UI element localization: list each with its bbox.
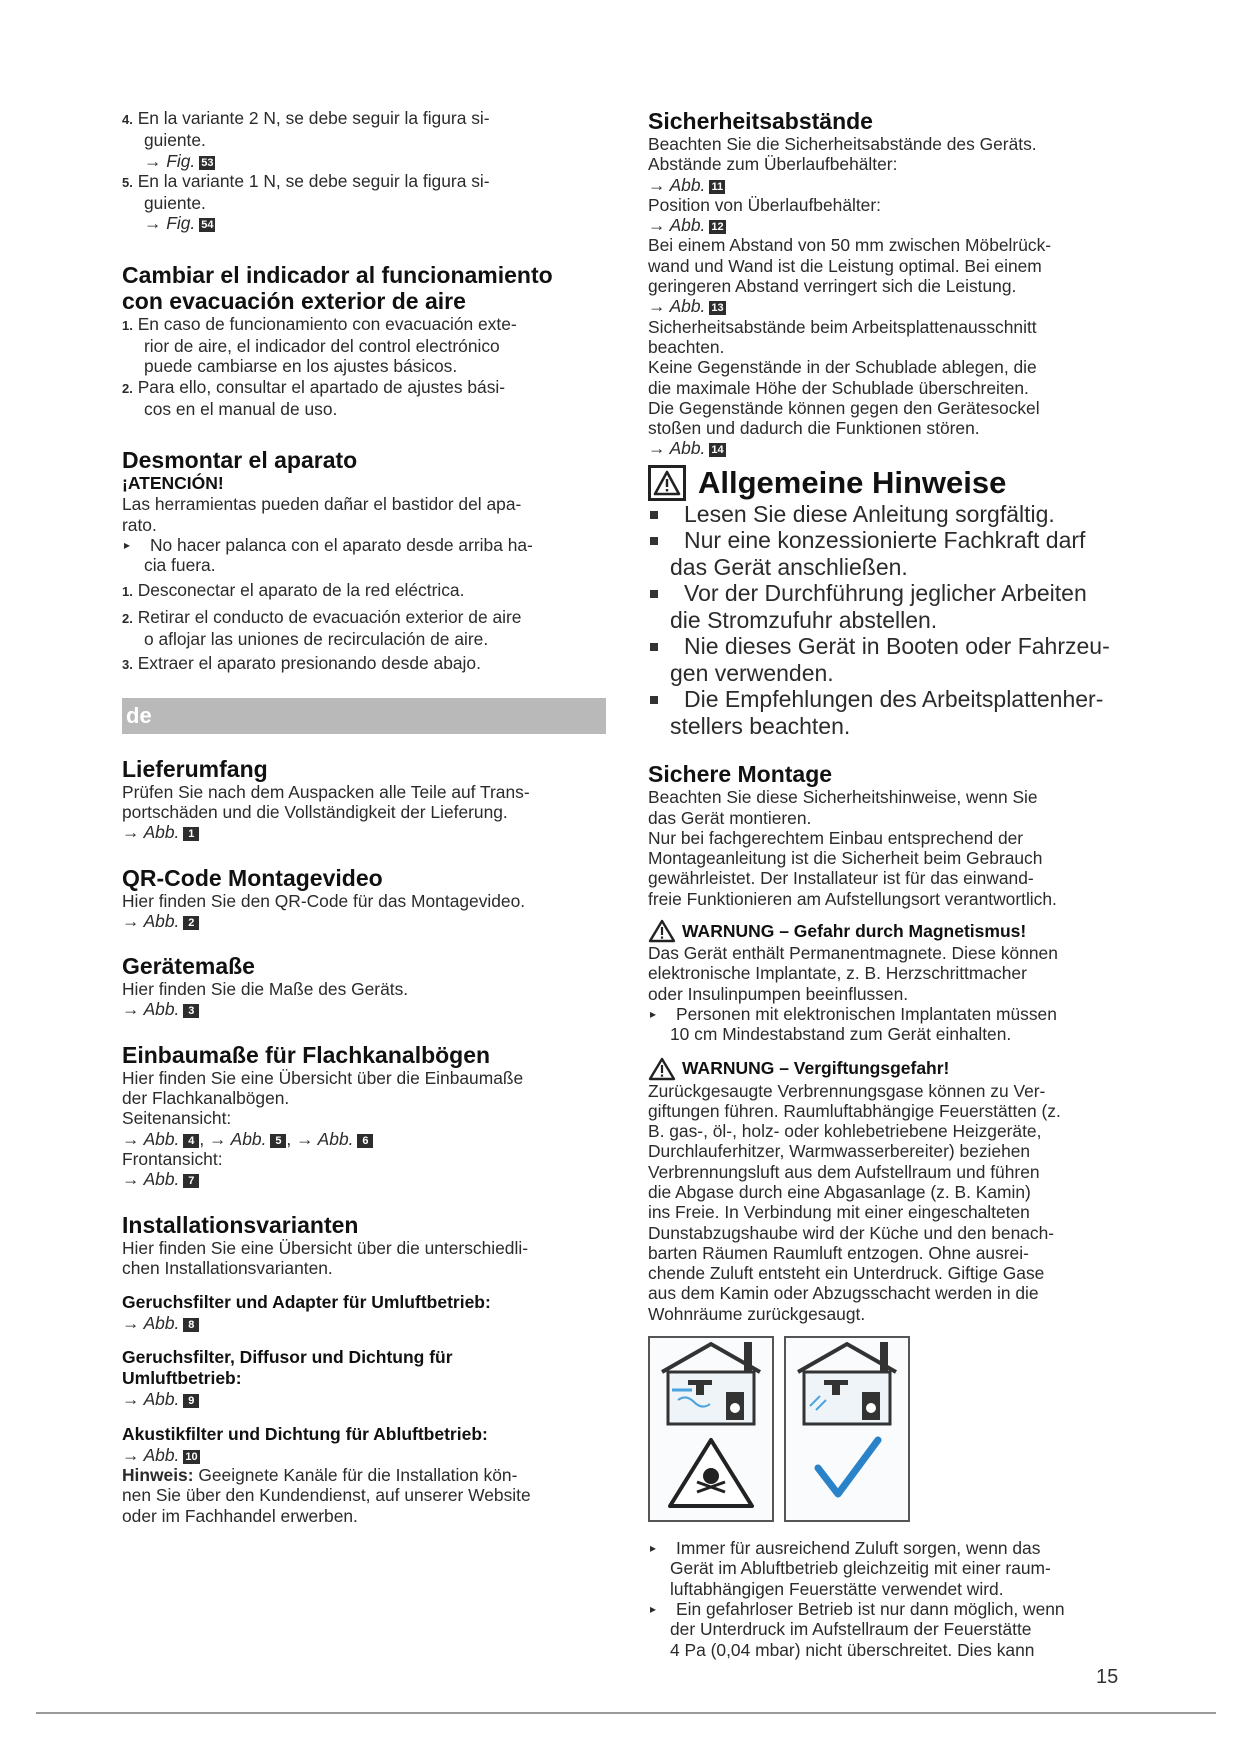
footer-rule — [36, 1712, 1216, 1714]
montage-text-5: gewährleistet. Der Installateur ist für das einwand- — [648, 868, 1034, 889]
figure-number: 1 — [183, 827, 199, 841]
triangle-bullet-icon: ▸ — [124, 537, 131, 552]
figure-number: 9 — [183, 1394, 199, 1408]
warning-magnetism-heading: WARNUNG – Gefahr durch Magnetismus! — [648, 919, 1140, 943]
poison-text: Dunstabzugshaube wird der Küche und den benach- — [648, 1222, 1055, 1243]
desmontar-bullet: ▸ No hacer palanca con el aparato desde arriba ha- — [124, 534, 533, 555]
hint-text: Hinweis: Geeignete Kanäle für die Installation kön- — [122, 1464, 518, 1485]
list-item: Nie dieses Gerät in Booten oder Fahrzeu- gen verwenden. — [648, 633, 1140, 686]
fig-ref-2: → Abb. 2 — [122, 911, 606, 931]
sicherheit-text-7: Sicherheitsabstände beim Arbeitsplattenausschnitt — [648, 316, 1037, 337]
install-text: Hier finden Sie eine Übersicht über die unterschiedli- — [122, 1237, 528, 1258]
sicherheit-text-12: stoßen und dadurch die Funktionen stören. — [648, 418, 980, 439]
fig-ref-8: → Abb. 8 — [122, 1313, 606, 1333]
subtitle-geruchsfilter-adapter: Geruchsfilter und Adapter für Umluftbetrieb: — [122, 1292, 491, 1313]
montage-text-6: freie Funktionieren am Aufstellungsort verantwortlich. — [648, 888, 1057, 909]
poison-text: Verbrennungsluft aus dem Aufstellraum und führen — [648, 1161, 1040, 1182]
figure-number: 11 — [709, 180, 725, 194]
fig-ref-10: → Abb. 10 — [122, 1444, 198, 1465]
poison-text: ins Freie. In Verbindung mit einer eingeschalteten — [648, 1202, 1030, 1223]
poison-text: giftungen führen. Raumluftabhängige Feuerstätten (z. — [648, 1100, 1061, 1121]
exhaust-illustration — [648, 1336, 910, 1522]
step-5-cont: guiente. — [144, 193, 206, 214]
figure-number: 3 — [183, 1004, 199, 1018]
step-4-cont: guiente. — [144, 130, 206, 151]
triangle-bullet-icon: ▸ — [650, 1541, 657, 1556]
sicherheit-text-2: Abstände zum Überlaufbehälter: — [648, 154, 898, 175]
fig-ref-53: → Fig. 53 — [144, 150, 214, 171]
magnetism-bullet-cont: 10 cm Mindestabstand zum Gerät einhalten. — [670, 1024, 1012, 1045]
attention-label: ¡ATENCIÓN! — [122, 473, 224, 494]
section-title-lieferumfang: Lieferumfang — [122, 755, 268, 782]
desmontar-text-cont: rato. — [122, 514, 157, 535]
poison-text: Zurückgesaugte Verbrennungsgase können zu Ver- — [648, 1080, 1046, 1101]
sicherheit-text-3: Position von Überlaufbehälter: — [648, 194, 881, 215]
figure-number: 5 — [270, 1134, 286, 1148]
sicherheit-text-11: Die Gegenstände können gegen den Gerätesockel — [648, 397, 1040, 418]
qr-text: Hier finden Sie den QR-Code für das Montagevideo. — [122, 890, 526, 911]
sicherheit-text-4: Bei einem Abstand von 50 mm zwischen Möbelrück- — [648, 235, 1052, 256]
lieferumfang-text: Prüfen Sie nach dem Auspacken alle Teile auf Trans- — [122, 781, 530, 802]
fig-ref-13: → Abb. 13 — [648, 296, 724, 317]
section-title-install: Installationsvarianten — [122, 1211, 359, 1238]
triangle-bullet-icon: ▸ — [650, 1601, 657, 1616]
sicherheit-text-6: geringeren Abstand verringert sich die Leistung. — [648, 276, 1017, 297]
poison-text: barten Räumen Raumluft entzogen. Ohne ausrei- — [648, 1242, 1029, 1263]
einbau-text: Hier finden Sie eine Übersicht über die Einbaumaße — [122, 1067, 524, 1088]
poison-bullet-1: ▸ Immer für ausreichend Zuluft sorgen, wenn das — [650, 1538, 1041, 1559]
cambiar-step-1: 1. En caso de funcionamiento con evacuación exte- — [122, 313, 517, 334]
magnetism-bullet: ▸ Personen mit elektronischen Implantaten müssen — [650, 1003, 1057, 1024]
hint-text-cont: nen Sie über den Kundendienst, auf unserer Website — [122, 1485, 531, 1506]
hint-text-cont2: oder im Fachhandel erwerben. — [122, 1505, 358, 1526]
sicherheit-text-1: Beachten Sie die Sicherheitsabstände des Geräts. — [648, 134, 1037, 154]
triangle-bullet-icon: ▸ — [650, 1006, 657, 1021]
magnetism-text-1: Das Gerät enthält Permanentmagnete. Diese können — [648, 943, 1058, 964]
magnetism-text-2: elektronische Implantate, z. B. Herzschrittmacher — [648, 963, 1027, 984]
list-item: Nur eine konzessionierte Fachkraft darf das Gerät anschließen. — [648, 527, 1140, 580]
list-item: Lesen Sie diese Anleitung sorgfältig. — [648, 501, 1140, 528]
montage-text-4: Montageanleitung ist die Sicherheit beim Gebrauch — [648, 848, 1043, 869]
page-number: 15 — [1096, 1666, 1119, 1688]
fig-ref-4-5-6: → Abb. 4 , → Abb. 5 , → Abb. 6 — [122, 1129, 606, 1149]
poison-text: Durchlauferhitzer, Warmwasserbereiter) beziehen — [648, 1141, 1031, 1162]
sicherheit-text-8: beachten. — [648, 336, 725, 357]
general-notes-header — [648, 465, 1140, 501]
figure-number: 12 — [711, 221, 724, 234]
poison-bullet-1-cont: Gerät im Abluftbetrieb gleichzeitig mit einer raum- — [670, 1558, 1051, 1579]
warning-poison-heading: WARNUNG – Vergiftungsgefahr! — [648, 1057, 1140, 1081]
subtitle-geruchsfilter-diffusor: Geruchsfilter, Diffusor und Dichtung für Umluftbetrieb: — [122, 1347, 453, 1389]
house-ventilation-figure — [648, 1336, 910, 1522]
install-text-cont: chen Installationsvarianten. — [122, 1257, 333, 1278]
fig-ref-9: → Abb. 9 — [122, 1389, 606, 1409]
square-bullet-icon — [650, 537, 658, 545]
figure-number: 2 — [183, 916, 199, 930]
warning-box-icon — [648, 465, 686, 501]
figure-number: 53 — [201, 156, 214, 169]
cambiar-step-1-cont: rior de aire, el indicador del control electrónico — [144, 336, 500, 357]
section-title-qr: QR-Code Montagevideo — [122, 864, 383, 891]
einbau-text-cont: der Flachkanalbögen. — [122, 1088, 290, 1109]
poison-bullet-2-cont: der Unterdruck im Aufstellraum der Feuerstätte — [670, 1619, 1032, 1640]
subtitle-akustikfilter: Akustikfilter und Dichtung für Abluftbetrieb: — [122, 1423, 488, 1444]
desmontar-step-3: 3. Extraer el aparato presionando desde abajo. — [122, 653, 481, 674]
sicherheit-text-5: wand und Wand ist die Leistung optimal. Bei einem — [648, 255, 1042, 276]
poison-text: aus dem Kamin oder Abzugsschacht werden in die — [648, 1283, 1039, 1304]
poison-text: die Abgase durch eine Abgasanlage (z. B. Kamin) — [648, 1182, 1031, 1202]
left-column — [122, 108, 606, 1526]
square-bullet-icon — [650, 511, 658, 519]
cambiar-step-1-cont2: puede cambiarse en los ajustes básicos. — [144, 356, 458, 377]
desmontar-step-2-cont: o aflojar las uniones de recirculación de aire. — [144, 629, 489, 650]
desmontar-step-1: 1. Desconectar el aparato de la red eléctrica. — [122, 580, 465, 601]
lieferumfang-text-cont: portschäden und die Vollständigkeit der Lieferung. — [122, 801, 508, 822]
list-item: Vor der Durchführung jeglicher Arbeiten die Stromzufuhr abstellen. — [648, 580, 1140, 633]
figure-number: 13 — [711, 302, 724, 315]
sicherheit-text-9: Keine Gegenstände in der Schublade ablegen, die — [648, 357, 1037, 378]
poison-text: chende Zuluft entsteht ein Unterdruck. Giftige Gase — [648, 1263, 1045, 1284]
masse-text: Hier finden Sie die Maße des Geräts. — [122, 979, 409, 1000]
side-view-label: Seitenansicht: — [122, 1108, 232, 1129]
figure-number: 54 — [201, 219, 214, 232]
montage-text-1: Beachten Sie diese Sicherheitshinweise, wenn Sie — [648, 787, 1038, 808]
fig-ref-11: → Abb. 11 — [648, 175, 1140, 195]
section-title-sicherheit: Sicherheitsabstände — [648, 108, 873, 134]
figure-number: 10 — [185, 1450, 198, 1463]
section-title-cambiar: Cambiar el indicador al funcionamiento con evacuación exterior de aire — [122, 261, 553, 314]
warning-triangle-icon — [648, 1057, 676, 1081]
warning-triangle-icon — [648, 919, 676, 943]
figure-number: 8 — [183, 1318, 199, 1332]
poison-text: B. gas-, öl-, holz- oder kohlebetriebene Heizgeräte, — [648, 1121, 1042, 1142]
poison-bullet-1-cont2: luftabhängigen Feuerstätte verwendet wird. — [670, 1578, 1004, 1599]
poison-text: Wohnräume zurückgesaugt. — [648, 1303, 866, 1324]
fig-ref-3: → Abb. 3 — [122, 999, 606, 1019]
square-bullet-icon — [650, 590, 658, 598]
section-title-desmontar: Desmontar el aparato — [122, 447, 358, 474]
magnetism-text-3: oder Insulinpumpen beeinflussen. — [648, 983, 909, 1004]
cambiar-step-2-cont: cos en el manual de uso. — [144, 398, 338, 419]
figure-number: 6 — [357, 1134, 373, 1148]
right-column — [648, 108, 1140, 1660]
general-notes-list — [648, 501, 1140, 740]
language-bar: de — [122, 698, 606, 734]
fig-ref-12: → Abb. 12 — [648, 215, 724, 236]
step-5: 5. En la variante 1 N, se debe seguir la figura si- — [122, 170, 490, 191]
front-view-label: Frontansicht: — [122, 1148, 223, 1169]
cambiar-step-2: 2. Para ello, consultar el apartado de ajustes bási- — [122, 376, 506, 397]
section-title-einbau: Einbaumaße für Flachkanalbögen — [122, 1041, 491, 1068]
poison-bullet-2-cont2: 4 Pa (0,04 mbar) nicht überschreitet. Dies kann — [670, 1639, 1035, 1660]
poison-bullet-2: ▸ Ein gefahrloser Betrieb ist nur dann möglich, wenn — [650, 1598, 1065, 1619]
section-title-allgemein: Allgemeine Hinweise — [698, 464, 1007, 500]
list-item: Die Empfehlungen des Arbeitsplattenher- stellers beachten. — [648, 686, 1140, 739]
desmontar-bullet-cont: cia fuera. — [144, 555, 216, 576]
square-bullet-icon — [650, 696, 658, 704]
desmontar-text: Las herramientas pueden dañar el bastidor del apa- — [122, 494, 522, 515]
step-4: 4. En la variante 2 N, se debe seguir la figura si- — [122, 108, 490, 128]
desmontar-step-2: 2. Retirar el conducto de evacuación exterior de aire — [122, 606, 522, 627]
figure-number: 14 — [711, 444, 724, 457]
fig-ref-54: → Fig. 54 — [144, 213, 214, 234]
montage-text-2: das Gerät montieren. — [648, 807, 812, 828]
section-title-montage: Sichere Montage — [648, 761, 833, 788]
figure-number: 7 — [183, 1174, 199, 1188]
section-title-masse: Gerätemaße — [122, 953, 255, 980]
square-bullet-icon — [650, 643, 658, 651]
fig-ref-7: → Abb. 7 — [122, 1169, 606, 1189]
sicherheit-text-10: die maximale Höhe der Schublade überschreiten. — [648, 377, 1029, 398]
montage-text-3: Nur bei fachgerechtem Einbau entsprechend der — [648, 827, 1024, 848]
fig-ref-1: → Abb. 1 — [122, 822, 606, 842]
figure-number: 4 — [183, 1134, 199, 1148]
fig-ref-14: → Abb. 14 — [648, 438, 724, 459]
